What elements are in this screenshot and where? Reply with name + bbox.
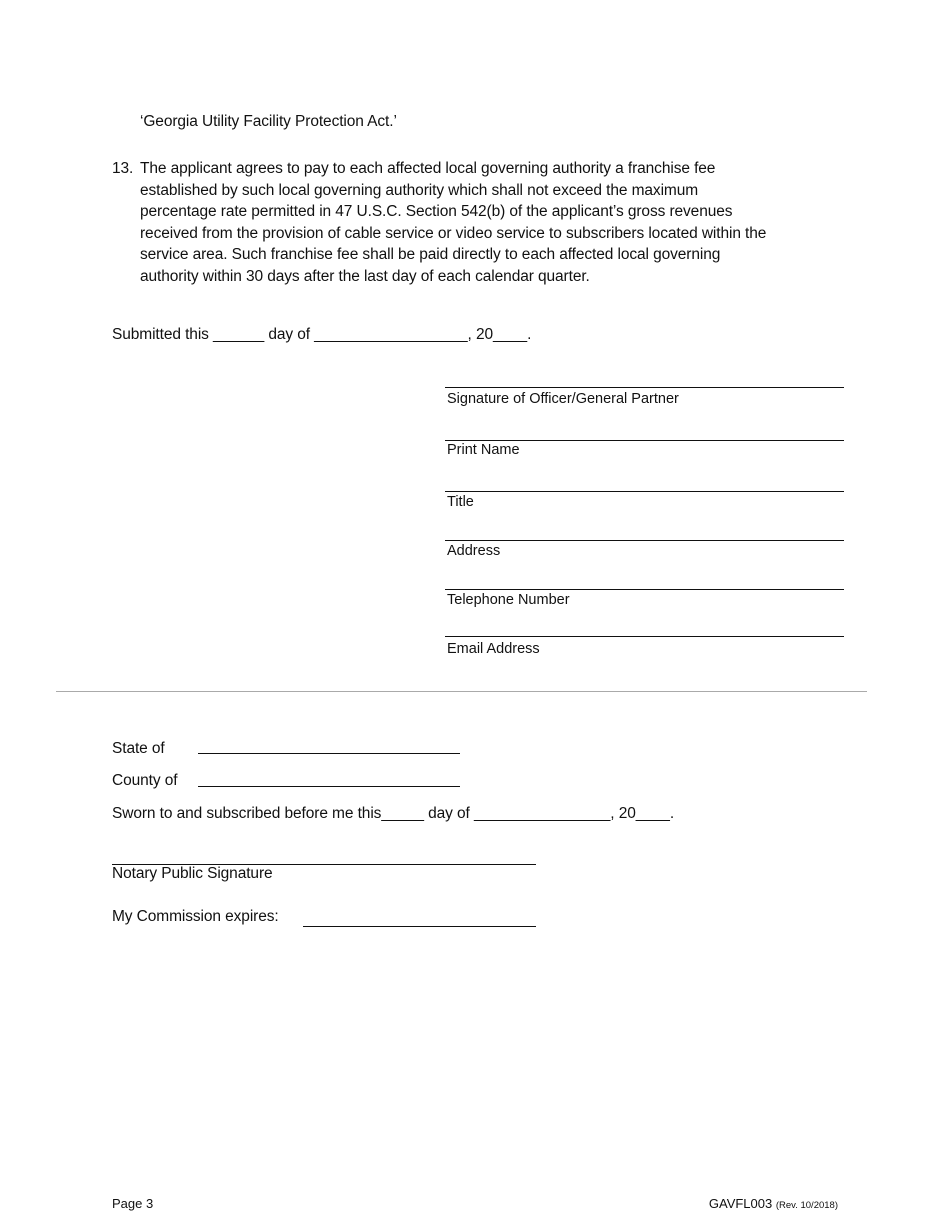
- email-line[interactable]: [445, 636, 844, 637]
- form-id: GAVFL003: [708, 1196, 773, 1211]
- title-line[interactable]: [445, 491, 844, 492]
- section-divider: [56, 691, 867, 692]
- telephone-label: Telephone Number: [447, 592, 570, 608]
- commission-label: My Commission expires:: [112, 908, 279, 925]
- address-label: Address: [447, 543, 501, 559]
- form-identifier: [709, 1196, 838, 1214]
- county-label: County of: [112, 772, 178, 789]
- item-13-line: The applicant agrees to pay to each affected local governing authority a franchise fee: [140, 160, 716, 177]
- revision-date: (Rev. 10/2018): [775, 1200, 838, 1211]
- continuation-text: ‘Georgia Utility Facility Protection Act.’: [140, 113, 397, 130]
- item-13-body: [140, 158, 852, 287]
- county-field[interactable]: [198, 786, 460, 787]
- page-number: Page 3: [112, 1196, 154, 1211]
- item-13-line: service area. Such franchise fee shall be paid directly to each affected local governing: [140, 246, 721, 263]
- item-13-line: received from the provision of cable service or video service to subscribers located within the: [140, 224, 767, 242]
- submitted-line: Submitted this ______ day of __________________, 20____.: [112, 326, 532, 343]
- item-13-line: authority within 30 days after the last day of each calendar quarter.: [140, 267, 590, 285]
- state-field[interactable]: [198, 753, 460, 754]
- address-line[interactable]: [445, 540, 844, 541]
- item-13-line: established by such local governing authority which shall not exceed the maximum: [140, 181, 699, 199]
- notary-signature-label: Notary Public Signature: [112, 865, 273, 882]
- state-label: State of: [112, 740, 165, 757]
- email-label: Email Address: [447, 641, 540, 657]
- telephone-line[interactable]: [445, 589, 844, 590]
- sworn-line: Sworn to and subscribed before me this_____ day of ________________, 20____.: [112, 805, 675, 822]
- signature-label: Signature of Officer/General Partner: [447, 391, 679, 407]
- item-13-line: percentage rate permitted in 47 U.S.C. Section 542(b) of the applicant’s gross revenues: [140, 203, 733, 220]
- commission-field[interactable]: [303, 926, 536, 927]
- title-label: Title: [447, 494, 474, 510]
- item-13-number: 13.: [112, 160, 134, 177]
- print-name-label: Print Name: [447, 442, 520, 458]
- signature-line[interactable]: [445, 387, 844, 388]
